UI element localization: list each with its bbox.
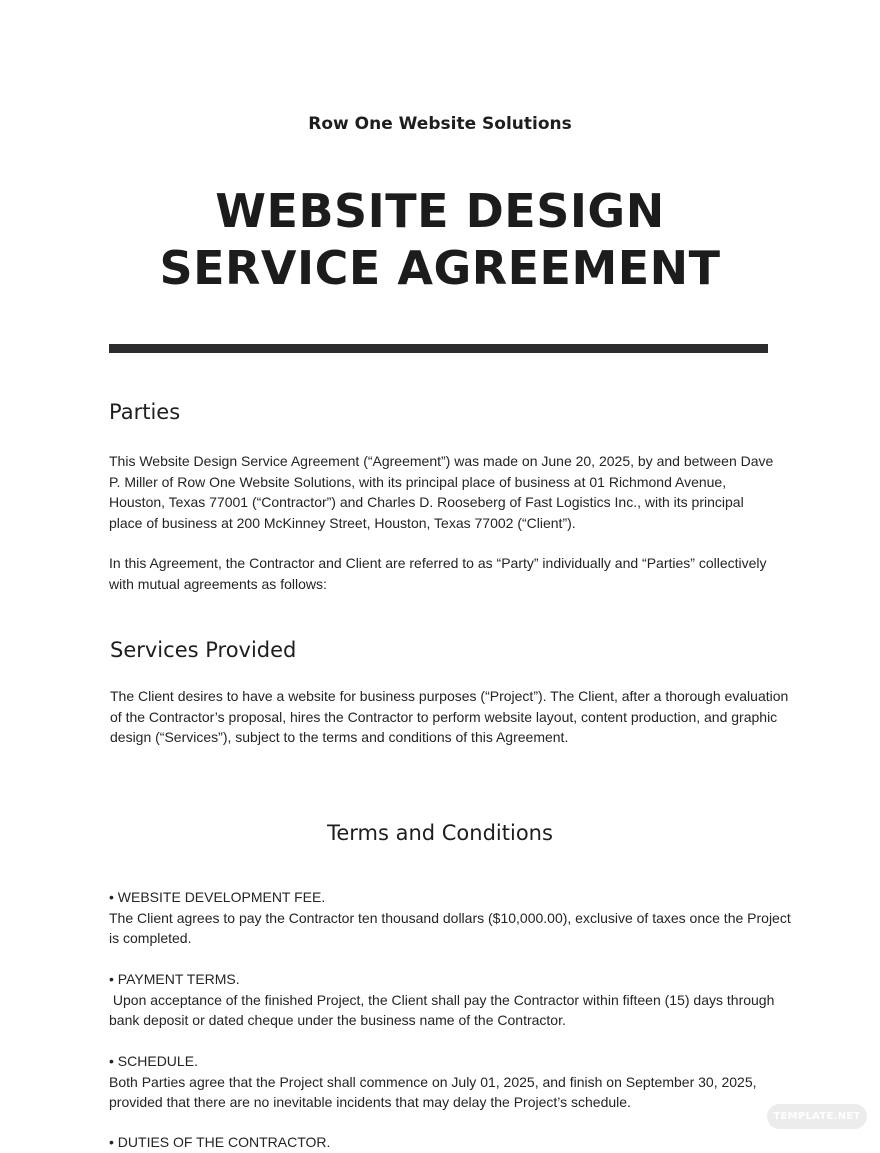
title-divider: [109, 344, 768, 353]
term-item-payment: [109, 969, 789, 1031]
term-item-title: • PAYMENT TERMS.: [109, 971, 240, 987]
company-name: Row One Website Solutions: [308, 114, 572, 134]
term-item-body: Upon acceptance of the finished Project, the Client shall pay the Contractor within fifteen (15) days through bank deposit or dated cheque under the business name of the Contractor.: [109, 991, 779, 1028]
term-item-title: • DUTIES OF THE CONTRACTOR.: [109, 1134, 331, 1150]
term-item-schedule: [109, 1051, 789, 1113]
term-item-title: • SCHEDULE.: [109, 1053, 198, 1069]
section-heading-terms: Terms and Conditions: [327, 821, 553, 845]
term-item-body: Both Parties agree that the Project shall commence on July 01, 2025, and finish on September 30, 2025, provided that there are no inevitable incidents that may delay the Project’s schedule.: [109, 1073, 757, 1110]
term-item-title: • WEBSITE DEVELOPMENT FEE.: [109, 889, 326, 905]
section-heading-services: Services Provided: [110, 638, 297, 662]
term-item-body: The Client agrees to pay the Contractor ten thousand dollars ($10,000.00), exclusive of taxes once the Project is completed.: [109, 909, 791, 946]
term-item-fee: [109, 887, 799, 949]
section-heading-parties: Parties: [109, 400, 181, 424]
document-title: WEBSITE DESIGN SERVICE AGREEMENT: [159, 184, 721, 295]
parties-paragraph-1: This Website Design Service Agreement (“Agreement”) was made on June 20, 2025, by and between Dave P. Miller of Row One Website Solutions, with its principal place of business at 01 Richmond Avenue, Houston, Texas 77001 (“Contractor”) and Charles D. Rooseberg of Fast Logistics Inc., with its principal place of business at 200 McKinney Street, Houston, Texas 77002 (“Client”).: [109, 453, 774, 531]
services-paragraph: The Client desires to have a website for business purposes (“Project”). The Client, after a thorough evaluation of the Contractor’s proposal, hires the Contractor to perform website layout, content production, and graphic design (“Services”), subject to the terms and conditions of this Agreement.: [110, 688, 789, 745]
watermark-badge: TEMPLATE.NET: [767, 1104, 867, 1129]
parties-paragraph-2: In this Agreement, the Contractor and Client are referred to as “Party” individually and “Parties” collectively with mutual agreements as follows:: [109, 555, 767, 592]
term-item-duties: [109, 1132, 789, 1153]
